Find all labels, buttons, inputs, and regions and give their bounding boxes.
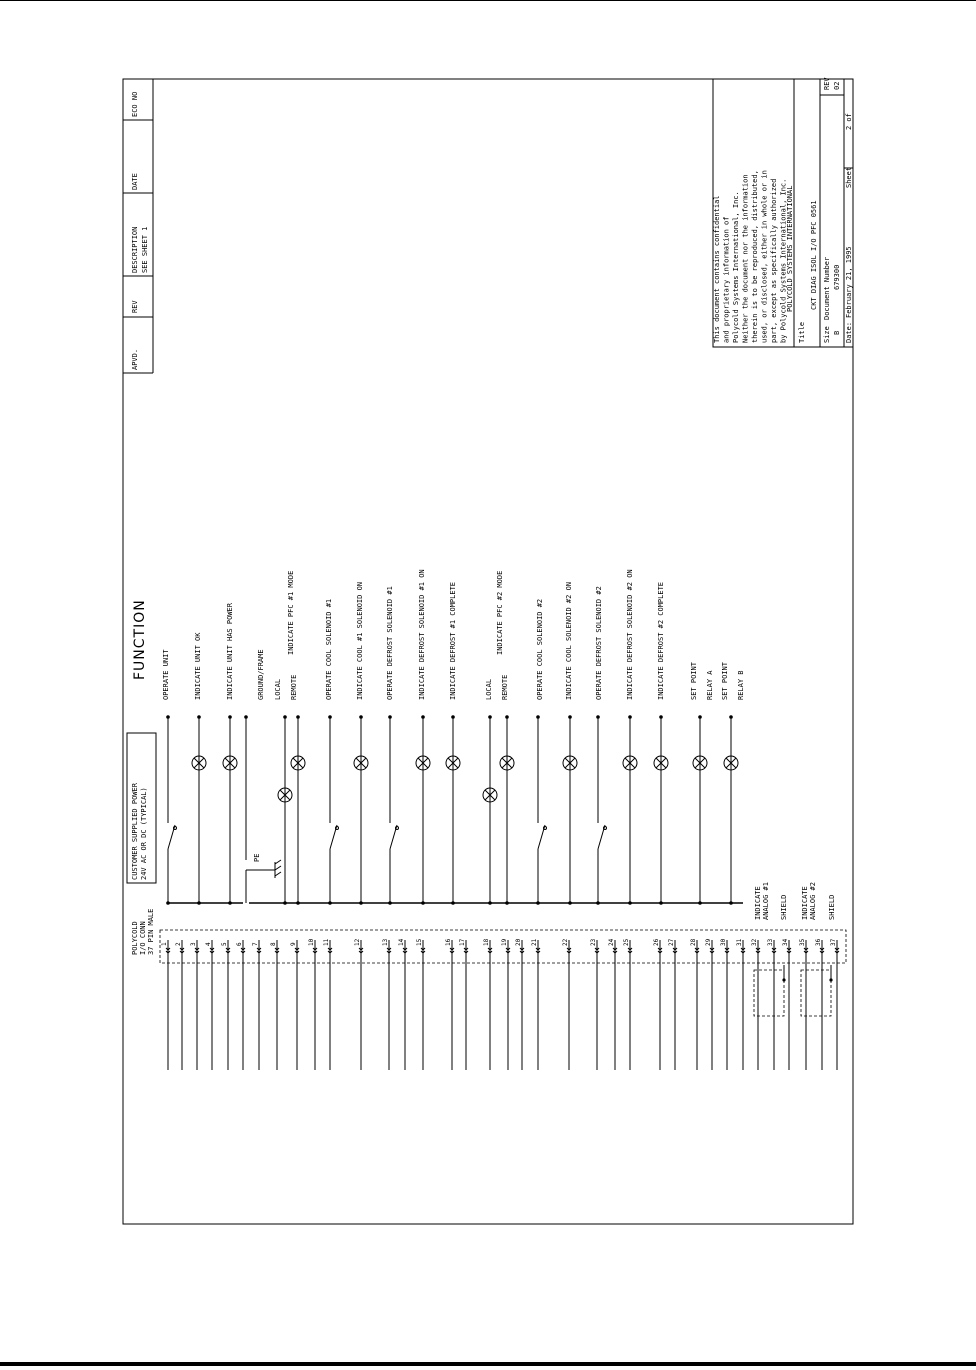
branch-19 xyxy=(693,715,707,905)
branch-8 xyxy=(354,715,368,905)
pin-number: 10 xyxy=(308,938,315,946)
pin-37 xyxy=(830,938,839,1070)
pin-21 xyxy=(531,938,540,1070)
pin-number: 22 xyxy=(562,938,569,946)
terminal-dot xyxy=(166,715,170,719)
bus-junction xyxy=(488,901,492,905)
pin-16 xyxy=(445,938,454,1070)
function-label: INDICATE UNIT OK xyxy=(194,632,202,700)
terminal-dot xyxy=(388,715,392,719)
bus-junction xyxy=(197,901,201,905)
pin-23 xyxy=(590,938,599,1070)
function-label: INDICATE DEFROST SOLENOID #2 ON xyxy=(626,569,634,700)
bus-junction xyxy=(388,901,392,905)
pe-label: PE xyxy=(253,853,261,862)
branch-12 xyxy=(483,715,497,905)
branch-2 xyxy=(192,715,206,905)
bus-junction xyxy=(729,901,733,905)
terminal-dot xyxy=(197,715,201,719)
function-label: OPERATE COOL SOLENOID #2 xyxy=(536,598,544,700)
branch-13 xyxy=(500,715,514,905)
pin-2 xyxy=(175,940,184,1070)
branch-20 xyxy=(724,715,738,905)
branch-1 xyxy=(165,715,177,905)
pin-34 xyxy=(782,938,791,1070)
size-value: B xyxy=(833,330,841,335)
pin-22 xyxy=(562,938,571,1070)
pin-number: 9 xyxy=(290,942,297,946)
ground-hatch xyxy=(275,866,281,870)
branch-18 xyxy=(654,715,668,905)
pin-14 xyxy=(398,938,407,1070)
pin-number: 6 xyxy=(236,942,243,946)
pin-number: 24 xyxy=(608,938,615,946)
bus-junction xyxy=(451,901,455,905)
bus-junction xyxy=(568,901,572,905)
pin-number: 7 xyxy=(252,942,259,946)
analog-label: ANALOG #1 xyxy=(762,882,770,920)
pin-number: 37 xyxy=(830,938,837,946)
pin-1 xyxy=(161,940,170,1070)
pin-number: 18 xyxy=(483,938,490,946)
pin-27 xyxy=(668,938,677,1070)
pin-20 xyxy=(515,938,524,1070)
function-header: FUNCTION xyxy=(132,599,148,680)
branch-17 xyxy=(623,715,637,905)
shield-dot xyxy=(829,978,832,981)
rev-header-label: DATE xyxy=(131,173,139,190)
pin-33 xyxy=(767,938,776,1070)
notice-line: This document contains confidential xyxy=(713,195,721,343)
branch-6 xyxy=(291,715,305,905)
function-label: LOCAL xyxy=(485,678,493,700)
rev-header-label: DESCRIPTION xyxy=(131,226,139,273)
branch-11 xyxy=(446,715,460,905)
analog-label: INDICATE xyxy=(801,886,809,920)
customer-power-label: CUSTOMER SUPPLIED POWER xyxy=(131,783,139,880)
bus-junction xyxy=(698,901,702,905)
terminal-dot xyxy=(244,715,248,719)
function-label: REMOTE xyxy=(290,674,298,700)
drawing-title: CKT DIAG ISOL I/O PFC 0561 xyxy=(810,200,818,310)
date-value: February 21, 1995 xyxy=(845,246,853,318)
terminal-dot xyxy=(505,715,509,719)
rev-header-label: REV xyxy=(131,300,139,313)
notice-line: Neither the document nor the information xyxy=(741,174,750,343)
pin-18 xyxy=(483,938,492,1070)
shield-dot xyxy=(782,978,785,981)
pin-7 xyxy=(252,940,261,1070)
pin-number: 28 xyxy=(690,938,697,946)
notice-line: by Polycold Systems International, Inc. xyxy=(779,178,788,343)
pin-number: 8 xyxy=(270,942,277,946)
terminal-dot xyxy=(628,715,632,719)
notice-line: and proprietary information of xyxy=(722,216,731,343)
function-label: INDICATE PFC #2 MODE xyxy=(496,570,504,655)
pin-number: 21 xyxy=(531,938,538,946)
function-label: OPERATE DEFROST SOLENOID #1 xyxy=(386,586,394,700)
pin-number: 20 xyxy=(515,938,522,946)
function-label: INDICATE PFC #1 MODE xyxy=(287,570,295,655)
pin-26 xyxy=(653,938,662,1070)
pin-10 xyxy=(308,938,317,1070)
terminal-dot xyxy=(568,715,572,719)
rev-value: 02 xyxy=(833,81,841,90)
terminal-dot xyxy=(536,715,540,719)
switch-contact xyxy=(604,827,607,830)
function-label: OPERATE DEFROST SOLENOID #2 xyxy=(595,586,603,700)
pin-4 xyxy=(205,940,214,1070)
terminal-dot xyxy=(698,715,702,719)
sheet-label: Sheet xyxy=(845,166,853,188)
switch-gap xyxy=(595,823,601,849)
function-label: RELAY B xyxy=(737,670,745,700)
pin-number: 1 xyxy=(161,942,168,946)
date-label: Date: xyxy=(845,321,853,343)
terminal-dot xyxy=(596,715,600,719)
switch-gap xyxy=(165,823,171,849)
rev-label: REV xyxy=(823,77,831,90)
pin-5 xyxy=(221,940,230,1070)
bus-junction xyxy=(228,901,232,905)
function-label: SET POINT xyxy=(690,662,698,700)
pin-number: 11 xyxy=(323,938,330,946)
company-name: POLYCOLD SYSTEMS INTERNATIONAL xyxy=(786,185,794,312)
terminal-dot xyxy=(228,715,232,719)
bus-junction xyxy=(505,901,509,905)
bus-junction xyxy=(659,901,663,905)
branch-16 xyxy=(595,715,607,905)
size-label: Size xyxy=(823,326,831,343)
pin-number: 19 xyxy=(501,938,508,946)
pin-number: 17 xyxy=(459,938,466,946)
pin-12 xyxy=(354,938,363,1070)
pin-number: 15 xyxy=(416,938,423,946)
pin-number: 36 xyxy=(815,938,822,946)
function-label: LOCAL xyxy=(274,678,282,700)
terminal-dot xyxy=(729,715,733,719)
terminal-dot xyxy=(659,715,663,719)
pin-8 xyxy=(270,940,279,1070)
pin-number: 32 xyxy=(751,938,758,946)
bus-junction xyxy=(628,901,632,905)
switch-gap xyxy=(327,823,333,849)
terminal-dot xyxy=(283,715,287,719)
pin-number: 12 xyxy=(354,938,361,946)
terminal-dot xyxy=(451,715,455,719)
switch-gap xyxy=(387,823,393,849)
bus-junction xyxy=(328,901,332,905)
shield-label: SHIELD xyxy=(828,894,836,920)
pin-15 xyxy=(416,938,425,1070)
pin-36 xyxy=(815,938,824,1070)
function-label: RELAY A xyxy=(706,670,714,700)
function-label: INDICATE DEFROST SOLENOID #1 ON xyxy=(418,569,426,700)
switch-contact xyxy=(174,827,177,830)
analog-label: INDICATE xyxy=(754,886,762,920)
branch-9 xyxy=(387,715,399,905)
pin-19 xyxy=(501,938,510,1070)
pin-29 xyxy=(705,938,714,1070)
pin-31 xyxy=(736,938,745,1070)
function-label: INDICATE COOL SOLENOID #2 ON xyxy=(565,581,573,700)
branch-4 xyxy=(243,715,281,905)
ground-hatch xyxy=(275,860,281,864)
pin-number: 35 xyxy=(799,938,806,946)
switch-gap xyxy=(535,823,541,849)
pin-11 xyxy=(323,938,332,1070)
pin-17 xyxy=(459,938,468,1070)
branch-14 xyxy=(535,715,547,905)
terminal-dot xyxy=(328,715,332,719)
branch-7 xyxy=(327,715,339,905)
terminal-dot xyxy=(488,715,492,719)
function-label: REMOTE xyxy=(501,674,509,700)
pin-35 xyxy=(799,938,808,1070)
bus-junction xyxy=(359,901,363,905)
pin-3 xyxy=(190,940,199,1070)
bus-junction xyxy=(283,901,287,905)
notice-line: Polycold Systems International, Inc. xyxy=(732,191,740,343)
pin-number: 4 xyxy=(205,942,212,946)
bus-junction xyxy=(296,901,300,905)
branch-15 xyxy=(563,715,577,905)
pin-number: 14 xyxy=(398,938,405,946)
customer-power-label: 24V AC OR DC (TYPICAL) xyxy=(140,787,148,880)
bus-junction xyxy=(166,901,170,905)
title-label: Title xyxy=(798,321,806,343)
ground-hatch xyxy=(275,872,281,876)
pin-28 xyxy=(690,938,699,1070)
switch-contact xyxy=(396,827,399,830)
bus-junction xyxy=(536,901,540,905)
connector-label: POLYCOLD xyxy=(131,921,139,955)
connector-label: 37 PIN MALE xyxy=(147,908,155,955)
pin-number: 33 xyxy=(767,938,774,946)
pin-number: 3 xyxy=(190,942,197,946)
pin-number: 25 xyxy=(623,938,630,946)
sheet-value: 2 of xyxy=(845,113,853,130)
pin-number: 16 xyxy=(445,938,452,946)
rev-description: SEE SHEET 1 xyxy=(141,226,149,273)
notice-line: therein is to be reproduced, distributed, xyxy=(751,170,759,343)
function-label: OPERATE UNIT xyxy=(162,649,170,700)
pin-number: 13 xyxy=(382,938,389,946)
function-label: SET POINT xyxy=(721,662,729,700)
function-label: INDICATE DEFROST #1 COMPLETE xyxy=(449,581,457,700)
pin-9 xyxy=(290,940,299,1070)
pin-number: 29 xyxy=(705,938,712,946)
terminal-dot xyxy=(359,715,363,719)
branch-5 xyxy=(278,715,292,905)
switch-contact xyxy=(336,827,339,830)
terminal-dot xyxy=(421,715,425,719)
branch-10 xyxy=(416,715,430,905)
function-label: INDICATE DEFROST #2 COMPLETE xyxy=(657,581,665,700)
rev-header-label: APVD. xyxy=(131,348,139,370)
document-number-label: Document Number xyxy=(823,256,831,320)
pin-24 xyxy=(608,938,617,1070)
bus-junction xyxy=(596,901,600,905)
pin-13 xyxy=(382,938,391,1070)
notice-line: used, or disclosed, either in whole or in xyxy=(760,170,769,343)
pin-number: 30 xyxy=(720,938,727,946)
pin-number: 31 xyxy=(736,938,743,946)
pin-6 xyxy=(236,940,245,1070)
pin-32 xyxy=(751,938,760,1070)
pin-25 xyxy=(623,938,632,1070)
pin-number: 2 xyxy=(175,942,182,946)
pin-number: 5 xyxy=(221,942,228,946)
branch-3 xyxy=(223,715,237,905)
bus-junction xyxy=(421,901,425,905)
switch-contact xyxy=(544,827,547,830)
notice-line: part, except as specifically authorized xyxy=(770,178,778,343)
function-label: OPERATE COOL SOLENOID #1 xyxy=(325,598,333,700)
pin-number: 26 xyxy=(653,938,660,946)
pin-number: 27 xyxy=(668,938,675,946)
document-number: 679300 xyxy=(833,264,841,290)
function-label: GROUND/FRAME xyxy=(257,649,265,700)
rev-header-label: ECO NO xyxy=(131,91,139,117)
terminal-dot xyxy=(296,715,300,719)
function-label: INDICATE COOL #1 SOLENOID ON xyxy=(356,581,364,700)
analog-label: ANALOG #2 xyxy=(809,882,817,920)
title-block xyxy=(713,77,853,347)
pin-number: 34 xyxy=(782,938,789,946)
connector-label: I/O CONN xyxy=(139,921,147,955)
function-label: INDICATE UNIT HAS POWER xyxy=(226,603,234,700)
shield-label: SHIELD xyxy=(780,894,788,920)
pin-30 xyxy=(720,938,729,1070)
pin-number: 23 xyxy=(590,938,597,946)
